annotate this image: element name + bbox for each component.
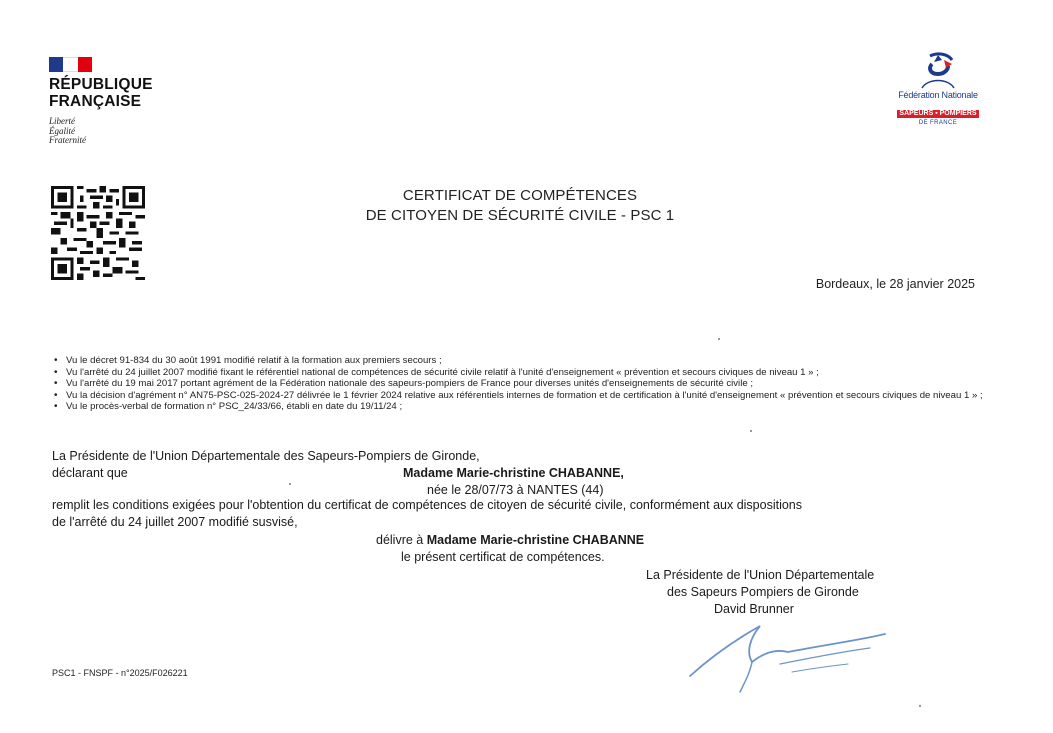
signatory-title-line2: des Sapeurs Pompiers de Gironde [667, 585, 859, 599]
certificate-title-line1: CERTIFICAT DE COMPÉTENCES [402, 187, 638, 204]
recipient-name [403, 465, 624, 482]
issuer-line: La Présidente de l'Union Départementale des Sapeurs-Pompiers de Gironde, [52, 449, 480, 463]
delivers-prefix: délivre à [376, 533, 424, 547]
conditions-line-1: remplit les conditions exigées pour l'obtention du certificat de compétences de citoyen de sécurité civile, conformément aux dispositions [52, 498, 803, 512]
recipient-name-text: Madame Marie-christine CHABANNE, [403, 466, 624, 480]
scan-speck [750, 430, 752, 432]
republic-motto [49, 117, 86, 146]
legal-basis-item: • Vu la décision d'agrément n° AN75-PSC-025-2024-27 délivrée le 1 février 2024 relative aux référentiels internes de formation et de certification à l'unité d'enseignement « prévention et secours civiques de niveau 1 » ; [52, 390, 987, 402]
delivers-recipient: Madame Marie-christine CHABANNE [426, 533, 645, 547]
certificate-title [300, 186, 740, 226]
fnspf-name-line: Fédération Nationale [898, 90, 978, 100]
fnspf-sapeurs-pompiers-band: SAPEURS ▪ POMPIERS [899, 110, 977, 117]
republique-line: RÉPUBLIQUE [49, 76, 153, 93]
scan-speck [718, 338, 720, 340]
fnspf-logo [888, 50, 988, 126]
legal-bases-list [52, 355, 987, 413]
motto-egalite: Égalité [49, 125, 75, 136]
motto-fraternite: Fraternité [49, 135, 86, 145]
certificate-title-line2: DE CITOYEN DE SÉCURITÉ CIVILE - PSC 1 [365, 207, 675, 224]
handwritten-signature [680, 618, 900, 700]
legal-basis-item: • Vu l'arrêté du 19 mai 2017 portant agrément de la Fédération nationale des sapeurs-pompiers de France pour diverses unités d'enseignements de sécurité civile ; [52, 378, 987, 390]
fnspf-emblem-icon [908, 50, 968, 90]
delivers-line [376, 532, 644, 549]
scan-speck [919, 705, 921, 707]
marianne-flag-logo [49, 57, 92, 72]
declaring-label: déclarant que [52, 466, 128, 480]
signatory-name: David Brunner [714, 602, 794, 616]
recipient-birth: née le 28/07/73 à NANTES (44) [427, 483, 604, 497]
place-and-date: Bordeaux, le 28 janvier 2025 [815, 277, 975, 291]
legal-basis-item: • Vu l'arrêté du 24 juillet 2007 modifié fixant le référentiel national de compétences de sécurité civile relatif à l'unité d'enseignement « prévention et secours civiques de niveau 1 » ; [52, 367, 987, 379]
motto-liberte: Liberté [49, 116, 75, 126]
republique-francaise-title [49, 76, 153, 110]
present-certificate-line: le présent certificat de compétences. [401, 550, 605, 564]
qr-code [51, 186, 145, 280]
signatory-title-line1: La Présidente de l'Union Départementale [646, 568, 875, 582]
fnspf-de-france-line: DE FRANCE [918, 120, 958, 126]
certificate-reference: PSC1 - FNSPF - n°2025/F026221 [52, 668, 188, 678]
legal-basis-item: • Vu le procès-verbal de formation n° PSC_24/33/66, établi en date du 19/11/24 ; [52, 401, 987, 413]
legal-basis-item: • Vu le décret 91-834 du 30 août 1991 modifié relatif à la formation aux premiers secours ; [52, 355, 987, 367]
scan-speck [289, 483, 291, 485]
francaise-line: FRANÇAISE [49, 93, 142, 110]
conditions-line-2: de l'arrêté du 24 juillet 2007 modifié susvisé, [52, 515, 298, 529]
